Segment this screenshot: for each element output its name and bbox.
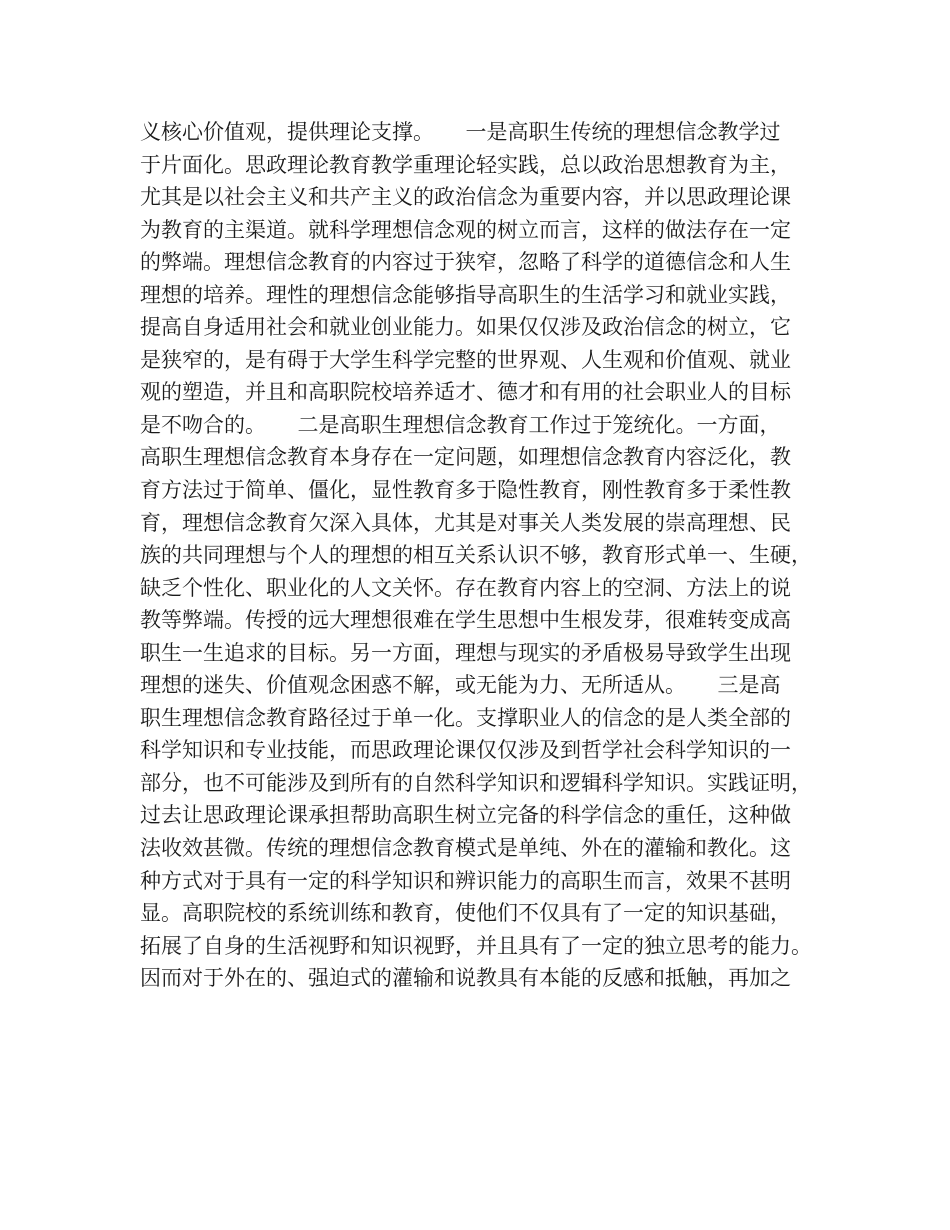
- text-line: 教等弊端。传授的远大理想很难在学生思想中生根发芽，很难转变成高: [140, 608, 791, 633]
- text-line: 职生一生追求的目标。另一方面，理想与现实的矛盾极易导致学生出现: [140, 640, 791, 665]
- text-line: 尤其是以社会主义和共产主义的政治信念为重要内容，并以思政理论课: [140, 185, 791, 210]
- text-line: 职生理想信念教育路径过于单一化。支撑职业人的信念的是人类全部的: [140, 705, 791, 730]
- text-line: 理想的迷失、价值观念困惑不解，或无能为力、无所适从。 三是高: [140, 673, 781, 698]
- text-line: 育方法过于简单、僵化，显性教育多于隐性教育，刚性教育多于柔性教: [140, 478, 791, 503]
- text-line: 为教育的主渠道。就科学理想信念观的树立而言，这样的做法存在一定: [140, 217, 791, 242]
- text-line: 族的共同理想与个人的理想的相互关系认识不够，教育形式单一、生硬，: [140, 543, 812, 568]
- text-line: 提高自身适用社会和就业创业能力。如果仅仅涉及政治信念的树立，它: [140, 315, 791, 340]
- text-line: 于片面化。思政理论教育教学重理论轻实践，总以政治思想教育为主，: [140, 152, 791, 177]
- text-line: 显。高职院校的系统训练和教育，使他们不仅具有了一定的知识基础，: [140, 901, 791, 926]
- text-line: 观的塑造，并且和高职院校培养适才、德才和有用的社会职业人的目标: [140, 380, 791, 405]
- text-line: 高职生理想信念教育本身存在一定问题，如理想信念教育内容泛化，教: [140, 445, 791, 470]
- text-line: 育，理想信念教育欠深入具体，尤其是对事关人类发展的崇高理想、民: [140, 510, 791, 535]
- text-line: 缺乏个性化、职业化的人文关怀。存在教育内容上的空洞、方法上的说: [140, 575, 791, 600]
- text-line: 是不吻合的。 二是高职生理想信念教育工作过于笼统化。一方面，: [140, 412, 781, 437]
- text-line: 科学知识和专业技能，而思政理论课仅仅涉及到哲学社会科学知识的一: [140, 738, 791, 763]
- text-line: 过去让思政理论课承担帮助高职生树立完备的科学信念的重任，这种做: [140, 803, 791, 828]
- text-line: 因而对于外在的、强迫式的灌输和说教具有本能的反感和抵触，再加之: [140, 966, 791, 991]
- body-text: [140, 116, 830, 995]
- text-line: 的弊端。理想信念教育的内容过于狭窄，忽略了科学的道德信念和人生: [140, 250, 791, 275]
- text-line: 法收效甚微。传统的理想信念教育模式是单纯、外在的灌输和教化。这: [140, 836, 791, 861]
- text-line: 种方式对于具有一定的科学知识和辨识能力的高职生而言，效果不甚明: [140, 868, 791, 893]
- text-line: 义核心价值观，提供理论支撑。 一是高职生传统的理想信念教学过: [140, 120, 781, 144]
- text-line: 拓展了自身的生活视野和知识视野，并且具有了一定的独立思考的能力。: [140, 933, 812, 958]
- text-line: 是狭窄的，是有碍于大学生科学完整的世界观、人生观和价值观、就业: [140, 347, 791, 372]
- text-line: 部分，也不可能涉及到所有的自然科学知识和逻辑科学知识。实践证明，: [140, 770, 812, 795]
- text-line: 理想的培养。理性的理想信念能够指导高职生的生活学习和就业实践，: [140, 282, 791, 307]
